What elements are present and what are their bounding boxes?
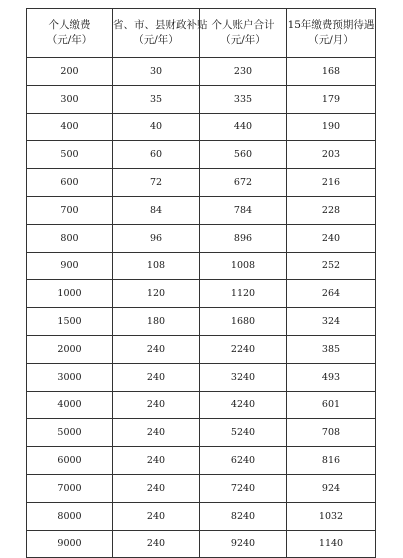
- cell-expected-benefit: 264: [287, 280, 376, 308]
- cell-personal-contribution: 800: [27, 224, 113, 252]
- table-row: [27, 391, 376, 419]
- header-government-subsidy: [113, 9, 208, 58]
- cell-expected-benefit: 493: [287, 363, 376, 391]
- cell-government-subsidy: 240: [113, 335, 200, 363]
- cell-account-total: 440: [200, 113, 287, 141]
- cell-government-subsidy: 240: [113, 530, 200, 558]
- header-label: 省、市、县财政补贴: [113, 19, 208, 31]
- cell-personal-contribution: 9000: [27, 530, 113, 558]
- cell-government-subsidy: 96: [113, 224, 200, 252]
- table-row: [27, 196, 376, 224]
- cell-personal-contribution: 300: [27, 85, 113, 113]
- cell-account-total: 2240: [200, 335, 287, 363]
- table-row: [27, 530, 376, 558]
- cell-expected-benefit: 385: [287, 335, 376, 363]
- cell-account-total: 896: [200, 224, 287, 252]
- cell-government-subsidy: 108: [113, 252, 200, 280]
- cell-expected-benefit: 168: [287, 58, 376, 86]
- table-row: [27, 280, 376, 308]
- cell-account-total: 9240: [200, 530, 287, 558]
- cell-account-total: 560: [200, 141, 287, 169]
- cell-account-total: 784: [200, 196, 287, 224]
- cell-government-subsidy: 240: [113, 363, 200, 391]
- table-row: [27, 447, 376, 475]
- cell-expected-benefit: 203: [287, 141, 376, 169]
- cell-government-subsidy: 120: [113, 280, 200, 308]
- cell-personal-contribution: 400: [27, 113, 113, 141]
- cell-government-subsidy: 240: [113, 474, 200, 502]
- cell-expected-benefit: 252: [287, 252, 376, 280]
- cell-account-total: 230: [200, 58, 287, 86]
- table-row: [27, 363, 376, 391]
- cell-government-subsidy: 240: [113, 447, 200, 475]
- cell-account-total: 5240: [200, 419, 287, 447]
- table-row: [27, 224, 376, 252]
- cell-account-total: 7240: [200, 474, 287, 502]
- cell-account-total: 3240: [200, 363, 287, 391]
- cell-account-total: 1008: [200, 252, 287, 280]
- cell-expected-benefit: 601: [287, 391, 376, 419]
- cell-government-subsidy: 72: [113, 169, 200, 197]
- table-row: [27, 252, 376, 280]
- cell-account-total: 6240: [200, 447, 287, 475]
- table-header: [27, 9, 376, 58]
- cell-government-subsidy: 240: [113, 391, 200, 419]
- cell-expected-benefit: 924: [287, 474, 376, 502]
- cell-expected-benefit: 324: [287, 308, 376, 336]
- header-row: [27, 9, 376, 58]
- header-account-total: [200, 9, 287, 58]
- cell-personal-contribution: 4000: [27, 391, 113, 419]
- header-unit: （元/年）: [46, 34, 93, 46]
- cell-expected-benefit: 228: [287, 196, 376, 224]
- cell-account-total: 672: [200, 169, 287, 197]
- header-unit: （元/月）: [308, 34, 354, 46]
- cell-government-subsidy: 35: [113, 85, 200, 113]
- cell-expected-benefit: 240: [287, 224, 376, 252]
- cell-personal-contribution: 1000: [27, 280, 113, 308]
- cell-personal-contribution: 7000: [27, 474, 113, 502]
- cell-personal-contribution: 200: [27, 58, 113, 86]
- cell-personal-contribution: 6000: [27, 447, 113, 475]
- cell-government-subsidy: 240: [113, 502, 200, 530]
- table-row: [27, 335, 376, 363]
- table-row: [27, 85, 376, 113]
- cell-government-subsidy: 240: [113, 419, 200, 447]
- cell-government-subsidy: 60: [113, 141, 200, 169]
- cell-expected-benefit: 708: [287, 419, 376, 447]
- header-personal-contribution: [27, 9, 113, 58]
- cell-expected-benefit: 179: [287, 85, 376, 113]
- cell-personal-contribution: 600: [27, 169, 113, 197]
- table-row: [27, 169, 376, 197]
- pension-contribution-table: [26, 8, 376, 558]
- cell-government-subsidy: 180: [113, 308, 200, 336]
- table-row: [27, 419, 376, 447]
- cell-personal-contribution: 700: [27, 196, 113, 224]
- cell-expected-benefit: 1032: [287, 502, 376, 530]
- cell-government-subsidy: 30: [113, 58, 200, 86]
- cell-account-total: 1680: [200, 308, 287, 336]
- cell-expected-benefit: 190: [287, 113, 376, 141]
- table-row: [27, 113, 376, 141]
- table-row: [27, 308, 376, 336]
- table-body: [27, 58, 376, 558]
- cell-account-total: 335: [200, 85, 287, 113]
- cell-personal-contribution: 3000: [27, 363, 113, 391]
- cell-expected-benefit: 816: [287, 447, 376, 475]
- header-expected-benefit: [287, 9, 376, 58]
- header-label: 个人账户合计: [211, 19, 275, 31]
- cell-personal-contribution: 900: [27, 252, 113, 280]
- cell-expected-benefit: 1140: [287, 530, 376, 558]
- cell-personal-contribution: 1500: [27, 308, 113, 336]
- cell-personal-contribution: 2000: [27, 335, 113, 363]
- cell-account-total: 4240: [200, 391, 287, 419]
- table-row: [27, 474, 376, 502]
- header-unit: （元/年）: [133, 34, 179, 46]
- cell-account-total: 1120: [200, 280, 287, 308]
- cell-account-total: 8240: [200, 502, 287, 530]
- table-row: [27, 502, 376, 530]
- cell-government-subsidy: 84: [113, 196, 200, 224]
- table-row: [27, 141, 376, 169]
- header-label: 个人缴费: [48, 19, 91, 31]
- cell-expected-benefit: 216: [287, 169, 376, 197]
- header-unit: （元/年）: [220, 34, 266, 46]
- cell-personal-contribution: 8000: [27, 502, 113, 530]
- cell-government-subsidy: 40: [113, 113, 200, 141]
- cell-personal-contribution: 500: [27, 141, 113, 169]
- table-row: [27, 58, 376, 86]
- cell-personal-contribution: 5000: [27, 419, 113, 447]
- header-label: 15年缴费预期待遇: [287, 19, 375, 31]
